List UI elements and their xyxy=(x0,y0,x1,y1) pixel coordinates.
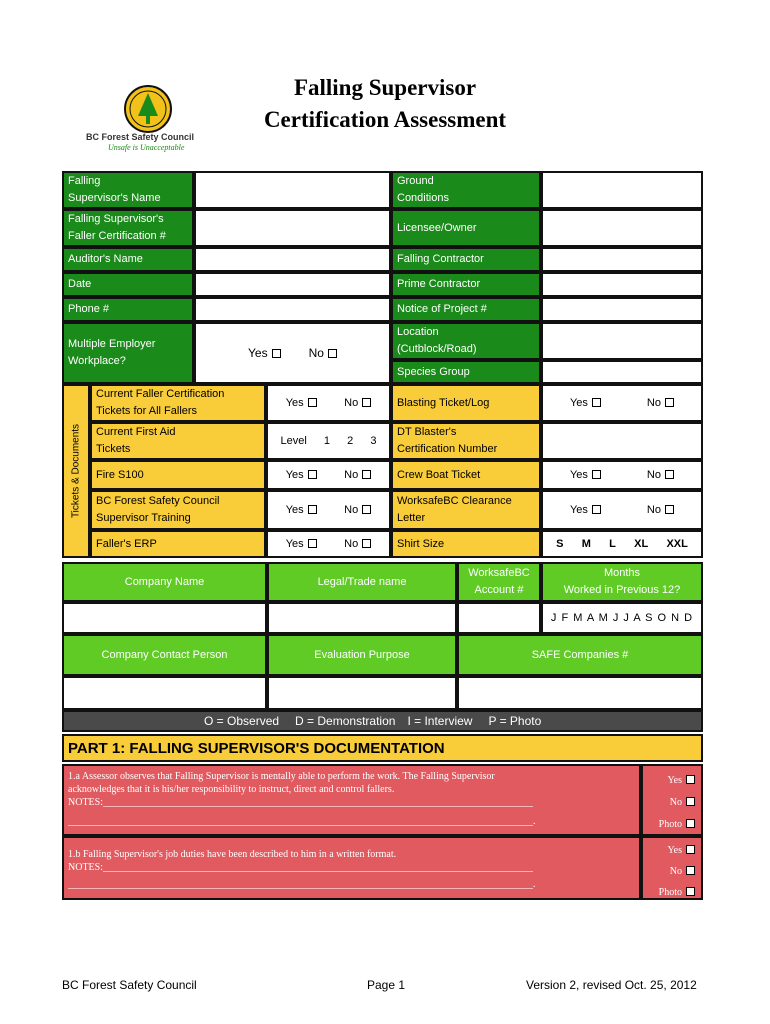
label-line: WorksafeBC xyxy=(468,567,530,579)
yes-checkbox[interactable] xyxy=(308,398,317,407)
yes-label: Yes xyxy=(667,775,682,786)
company-name-header xyxy=(62,562,267,602)
item-1a-notes-line[interactable]: _____________________________________________________________________________________________. xyxy=(68,816,536,827)
shirt-size-options xyxy=(541,530,703,558)
legal-trade-name-field[interactable] xyxy=(267,602,457,634)
no-checkbox[interactable] xyxy=(362,505,371,514)
no-checkbox[interactable] xyxy=(362,398,371,407)
evaluation-purpose-header xyxy=(267,634,457,676)
no-checkbox[interactable] xyxy=(362,470,371,479)
no-label: No xyxy=(344,468,359,481)
item-1a-notes[interactable]: NOTES:______________________________________________________________________________________ xyxy=(68,797,533,808)
level-label: Level xyxy=(280,434,307,447)
no-label: No xyxy=(646,396,661,409)
bcfsc-training-label xyxy=(90,490,266,530)
item-1b-notes-line[interactable]: _____________________________________________________________________________________________. xyxy=(68,879,536,890)
yes-label: Yes xyxy=(285,503,304,516)
multiple-employer-label xyxy=(62,322,194,384)
falling-supervisors-name-field[interactable] xyxy=(194,171,391,209)
no-checkbox[interactable] xyxy=(362,539,371,548)
label-text: Company Name xyxy=(124,575,205,588)
tagline: Unsafe is Unacceptable xyxy=(108,143,185,152)
part1-heading-text: PART 1: FALLING SUPERVISOR'S DOCUMENTATION xyxy=(68,739,445,757)
yes-option[interactable] xyxy=(649,840,695,861)
fire-s100-label xyxy=(90,460,266,490)
phone-label xyxy=(62,297,194,322)
footer-left: BC Forest Safety Council xyxy=(62,978,197,992)
ground-conditions-label xyxy=(391,171,541,209)
shirt-size-l[interactable]: L xyxy=(609,537,616,550)
safe-companies-field[interactable] xyxy=(457,676,703,710)
faller-cert-field[interactable] xyxy=(194,209,391,247)
location-label xyxy=(391,322,541,360)
item-1a-options xyxy=(641,764,703,836)
yes-checkbox[interactable] xyxy=(592,398,601,407)
yes-label: Yes xyxy=(285,396,304,409)
current-faller-cert-options xyxy=(266,384,391,422)
falling-contractor-field[interactable] xyxy=(541,247,703,272)
tickets-documents-label: Tickets & Documents xyxy=(70,423,82,519)
worksafe-clearance-options xyxy=(541,490,703,530)
yes-label: Yes xyxy=(569,468,588,481)
legal-trade-name-header xyxy=(267,562,457,602)
fallers-erp-label xyxy=(90,530,266,558)
label-text: Legal/Trade name xyxy=(317,575,407,588)
licensee-owner-field[interactable] xyxy=(541,209,703,247)
fire-s100-options xyxy=(266,460,391,490)
label-text: Species Group xyxy=(397,365,470,378)
label-line: Location xyxy=(397,326,439,338)
label-text: Crew Boat Ticket xyxy=(397,468,481,481)
label-line: Current First Aid xyxy=(96,426,176,438)
legend-interview: I = Interview xyxy=(407,714,473,728)
label-line: Certification Number xyxy=(397,443,498,455)
auditors-name-field[interactable] xyxy=(194,247,391,272)
contact-person-header xyxy=(62,634,267,676)
label-line: Conditions xyxy=(397,192,449,204)
label-line: Supervisor Training xyxy=(96,512,191,524)
label-line: Multiple Employer xyxy=(68,338,156,350)
no-option[interactable] xyxy=(649,861,695,882)
no-label: No xyxy=(646,503,661,516)
dt-blaster-field[interactable] xyxy=(541,422,703,460)
yes-option[interactable] xyxy=(570,502,601,519)
fallers-erp-options xyxy=(266,530,391,558)
photo-option[interactable] xyxy=(649,814,695,836)
org-name: BC Forest Safety Council xyxy=(86,132,195,142)
months-letters: J F M A M J J A S O N D xyxy=(550,611,694,624)
first-aid-level-options xyxy=(266,422,391,460)
label-line: Workplace? xyxy=(68,355,126,367)
label-line: Ground xyxy=(397,175,434,187)
ground-conditions-field[interactable] xyxy=(541,171,703,209)
no-checkbox[interactable] xyxy=(665,398,674,407)
no-label: No xyxy=(344,396,359,409)
no-label: No xyxy=(669,866,682,877)
no-option[interactable] xyxy=(344,536,371,553)
months-worked-field[interactable] xyxy=(541,602,703,634)
label-text: Licensee/Owner xyxy=(397,221,477,234)
no-checkbox[interactable] xyxy=(686,797,695,806)
worksafe-account-field[interactable] xyxy=(457,602,541,634)
yes-option[interactable] xyxy=(286,536,317,553)
legend-bar xyxy=(62,710,703,732)
label-line: BC Forest Safety Council xyxy=(96,495,220,507)
yes-label: Yes xyxy=(569,396,588,409)
footer-version: Version 2, revised Oct. 25, 2012 xyxy=(526,978,697,992)
species-group-field[interactable] xyxy=(541,360,703,384)
item-1b-text: 1.b Falling Supervisor's job duties have been described to him in a written format. xyxy=(68,849,397,860)
blasting-ticket-label xyxy=(391,384,541,422)
no-checkbox[interactable] xyxy=(665,505,674,514)
label-line: Letter xyxy=(397,512,426,524)
legend-demonstration: D = Demonstration xyxy=(295,714,396,728)
multiple-employer-options xyxy=(194,322,391,384)
label-text: Notice of Project # xyxy=(397,303,487,315)
yes-checkbox[interactable] xyxy=(308,470,317,479)
yes-option[interactable] xyxy=(570,467,601,484)
current-first-aid-label xyxy=(90,422,266,460)
yes-option[interactable] xyxy=(286,395,317,412)
no-label: No xyxy=(646,468,661,481)
licensee-owner-label xyxy=(391,209,541,247)
crew-boat-ticket-label xyxy=(391,460,541,490)
yes-option[interactable] xyxy=(286,467,317,484)
item-1b-options xyxy=(641,836,703,900)
yes-label: Yes xyxy=(248,345,268,360)
date-label xyxy=(62,272,194,297)
shirt-size-s[interactable]: S xyxy=(556,537,564,550)
label-line: WorksafeBC Clearance xyxy=(397,495,512,507)
label-text: Date xyxy=(68,278,92,290)
worksafe-clearance-label xyxy=(391,490,541,530)
phone-field[interactable] xyxy=(194,297,391,322)
no-label: No xyxy=(669,797,682,808)
no-option[interactable] xyxy=(647,395,674,412)
yes-option[interactable] xyxy=(286,502,317,519)
yes-checkbox[interactable] xyxy=(272,349,281,358)
label-line: Worked in Previous 12? xyxy=(563,584,681,596)
crew-boat-ticket-options xyxy=(541,460,703,490)
shirt-size-xl[interactable]: XL xyxy=(634,537,649,550)
footer-page: Page 1 xyxy=(367,978,406,992)
prime-contractor-field[interactable] xyxy=(541,272,703,297)
no-option[interactable] xyxy=(344,502,371,519)
yes-option[interactable] xyxy=(248,345,281,362)
label-line: Current Faller Certification xyxy=(96,388,225,400)
label-text: Shirt Size xyxy=(397,537,445,550)
label-text: Faller's ERP xyxy=(96,537,157,550)
evaluation-purpose-field[interactable] xyxy=(267,676,457,710)
current-faller-cert-label xyxy=(90,384,266,422)
title-line-1: Falling Supervisor xyxy=(293,75,477,100)
label-line: Account # xyxy=(474,584,524,596)
no-checkbox[interactable] xyxy=(686,866,695,875)
label-text: Evaluation Purpose xyxy=(314,648,410,661)
photo-label: Photo xyxy=(658,887,682,898)
item-1a-text-2: acknowledges that it is his/her responsibility to instruct, direct and control fallers. xyxy=(68,784,395,795)
no-option[interactable] xyxy=(309,345,337,362)
label-line: DT Blaster's xyxy=(397,426,457,438)
notice-of-project-label xyxy=(391,297,541,322)
level-1-option[interactable]: 1 xyxy=(323,434,331,447)
company-name-field[interactable] xyxy=(62,602,267,634)
label-line: Faller Certification # xyxy=(68,230,166,242)
faller-cert-label xyxy=(62,209,194,247)
no-option[interactable] xyxy=(344,395,371,412)
yes-label: Yes xyxy=(569,503,588,516)
yes-option[interactable] xyxy=(570,395,601,412)
label-line: (Cutblock/Road) xyxy=(397,343,477,355)
tree-logo-icon xyxy=(123,84,173,134)
yes-label: Yes xyxy=(285,537,304,550)
photo-checkbox[interactable] xyxy=(686,887,695,896)
photo-label: Photo xyxy=(658,819,682,830)
part1-heading xyxy=(62,734,703,762)
auditors-name-label xyxy=(62,247,194,272)
yes-checkbox[interactable] xyxy=(686,845,695,854)
tickets-documents-side xyxy=(62,384,90,558)
no-label: No xyxy=(308,345,324,360)
yes-label: Yes xyxy=(667,845,682,856)
label-line: Tickets xyxy=(96,443,131,455)
yes-option[interactable] xyxy=(649,770,695,792)
location-field[interactable] xyxy=(541,322,703,360)
yes-checkbox[interactable] xyxy=(308,505,317,514)
date-field[interactable] xyxy=(194,272,391,297)
no-option[interactable] xyxy=(649,792,695,814)
label-text: Company Contact Person xyxy=(101,648,228,661)
months-worked-header xyxy=(541,562,703,602)
no-label: No xyxy=(344,503,359,516)
item-1a-text: 1.a Assessor observes that Falling Supervisor is mentally able to perform the work. The Falling Supervisor xyxy=(68,771,495,782)
page-title xyxy=(200,72,570,136)
dt-blaster-label xyxy=(391,422,541,460)
species-group-label xyxy=(391,360,541,384)
item-1b xyxy=(62,836,641,900)
title-line-2: Certification Assessment xyxy=(263,107,507,132)
photo-option[interactable] xyxy=(649,882,695,903)
label-text: Blasting Ticket/Log xyxy=(397,396,490,409)
yes-checkbox[interactable] xyxy=(308,539,317,548)
falling-supervisors-name-label xyxy=(62,171,194,209)
legend-photo: P = Photo xyxy=(488,714,542,728)
label-text: Auditor's Name xyxy=(68,253,143,265)
label-text: SAFE Companies # xyxy=(531,648,629,661)
no-option[interactable] xyxy=(344,467,371,484)
level-2-option[interactable]: 2 xyxy=(347,434,354,447)
yes-checkbox[interactable] xyxy=(592,505,601,514)
item-1a xyxy=(62,764,641,836)
label-text: Fire S100 xyxy=(96,468,144,481)
logo xyxy=(86,84,216,154)
shirt-size-m[interactable]: M xyxy=(581,537,591,550)
yes-checkbox[interactable] xyxy=(686,775,695,784)
label-line: Falling Supervisor's xyxy=(68,213,164,225)
label-line: Months xyxy=(603,567,641,579)
label-text: Prime Contractor xyxy=(397,278,481,290)
label-text: Phone # xyxy=(68,303,109,315)
blasting-ticket-options xyxy=(541,384,703,422)
safe-companies-header xyxy=(457,634,703,676)
bcfsc-training-options xyxy=(266,490,391,530)
no-option[interactable] xyxy=(647,502,674,519)
prime-contractor-label xyxy=(391,272,541,297)
worksafe-account-header xyxy=(457,562,541,602)
contact-person-field[interactable] xyxy=(62,676,267,710)
no-label: No xyxy=(344,537,359,550)
label-text: Falling Supervisor's Name xyxy=(68,175,161,204)
legend-observed: O = Observed xyxy=(204,714,280,728)
label-text: Falling Contractor xyxy=(397,253,484,265)
photo-checkbox[interactable] xyxy=(686,819,695,828)
falling-contractor-label xyxy=(391,247,541,272)
shirt-size-label xyxy=(391,530,541,558)
no-option[interactable] xyxy=(647,467,674,484)
no-checkbox[interactable] xyxy=(665,470,674,479)
no-checkbox[interactable] xyxy=(328,349,337,358)
item-1b-notes[interactable]: NOTES:______________________________________________________________________________________ xyxy=(68,862,533,873)
level-3-option[interactable]: 3 xyxy=(370,434,377,447)
notice-of-project-field[interactable] xyxy=(541,297,703,322)
label-line: Tickets for All Fallers xyxy=(96,405,198,417)
yes-label: Yes xyxy=(285,468,304,481)
yes-checkbox[interactable] xyxy=(592,470,601,479)
shirt-size-xxl[interactable]: XXL xyxy=(666,537,688,550)
